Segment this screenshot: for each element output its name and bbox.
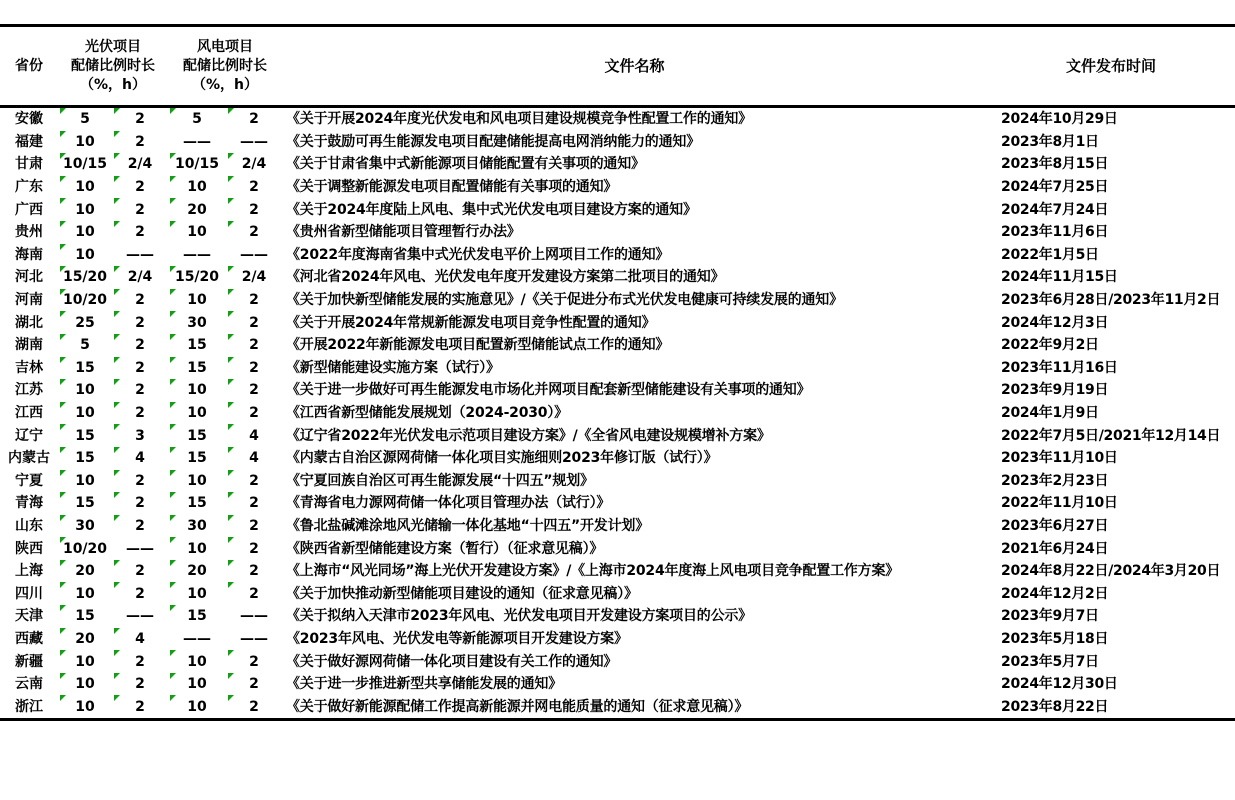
cell-wind-ratio: 15 bbox=[168, 424, 226, 447]
cell-date: 2021年6月24日 bbox=[1001, 540, 1109, 557]
cell-wind-hours: —— bbox=[240, 608, 268, 625]
cell-pv-ratio: 5 bbox=[58, 107, 112, 131]
cell-date: 2023年9月19日 bbox=[1001, 382, 1109, 399]
cell-wind-hours: 2 bbox=[226, 492, 282, 515]
cell-date: 2024年1月9日 bbox=[1001, 405, 1099, 422]
cell-document: 《内蒙古自治区源网荷储一体化项目实施细则2023年修订版（试行）》 bbox=[286, 450, 718, 467]
cell-wind-hours: 2 bbox=[226, 107, 282, 131]
cell-wind-ratio: 15 bbox=[168, 357, 226, 380]
cell-date: 2023年5月18日 bbox=[1001, 630, 1109, 647]
cell-wind-hours: —— bbox=[240, 246, 268, 263]
cell-wind-ratio: 10 bbox=[168, 537, 226, 560]
cell-province: 安徽 bbox=[15, 111, 43, 128]
cell-province: 浙江 bbox=[0, 695, 58, 719]
cell-wind-hours: —— bbox=[240, 630, 268, 647]
cell-wind-hours: 2 bbox=[226, 221, 282, 244]
table-row bbox=[0, 515, 1235, 538]
cell-wind-ratio: 10 bbox=[168, 582, 226, 605]
cell-wind-ratio: 30 bbox=[168, 311, 226, 334]
cell-pv-ratio: 15 bbox=[58, 492, 112, 515]
cell-document: 《关于2024年度陆上风电、集中式光伏发电项目建设方案的通知》 bbox=[286, 201, 697, 218]
table-row bbox=[0, 379, 1235, 402]
cell-pv-hours: 2 bbox=[112, 221, 168, 244]
cell-wind-ratio: 10 bbox=[168, 650, 226, 673]
cell-province: 广西 bbox=[15, 201, 43, 218]
cell-pv-hours: 4 bbox=[112, 447, 168, 470]
cell-province: 江西 bbox=[15, 405, 43, 422]
cell-document: 《开展2022年新能源发电项目配置新型储能试点工作的通知》 bbox=[286, 337, 670, 354]
cell-pv-ratio: 10 bbox=[58, 244, 112, 267]
cell-wind-hours: —— bbox=[240, 133, 268, 150]
table-row bbox=[0, 470, 1235, 493]
cell-date: 2023年6月27日 bbox=[1001, 517, 1109, 534]
cell-pv-ratio: 10 bbox=[58, 379, 112, 402]
cell-wind-ratio: 10 bbox=[168, 402, 226, 425]
cell-pv-ratio: 10 bbox=[58, 695, 112, 719]
cell-pv-ratio: 10 bbox=[58, 470, 112, 493]
cell-date: 2023年5月7日 bbox=[1001, 653, 1099, 670]
cell-province: 新疆 bbox=[15, 653, 43, 670]
header-pv-group bbox=[58, 26, 168, 107]
header-document: 文件名称 bbox=[282, 26, 987, 107]
cell-province: 湖南 bbox=[15, 337, 43, 354]
cell-pv-hours: 2 bbox=[112, 560, 168, 583]
cell-pv-hours: —— bbox=[126, 608, 154, 625]
cell-wind-ratio: 10 bbox=[168, 221, 226, 244]
cell-province: 四川 bbox=[15, 585, 43, 602]
table-row bbox=[0, 131, 1235, 154]
cell-pv-ratio: 10 bbox=[58, 673, 112, 696]
table-row bbox=[0, 153, 1235, 176]
cell-date: 2024年7月24日 bbox=[1001, 201, 1109, 218]
cell-date: 2023年9月7日 bbox=[1001, 608, 1099, 625]
table-header bbox=[0, 26, 1235, 107]
cell-pv-hours: 2 bbox=[112, 107, 168, 131]
cell-pv-ratio: 20 bbox=[58, 628, 112, 651]
cell-document: 《新型储能建设实施方案（试行）》 bbox=[286, 359, 500, 376]
cell-province: 福建 bbox=[15, 133, 43, 150]
cell-pv-ratio: 10 bbox=[58, 176, 112, 199]
cell-date: 2024年12月3日 bbox=[1001, 314, 1109, 331]
cell-wind-ratio: 15 bbox=[168, 605, 226, 628]
cell-date: 2023年8月15日 bbox=[1001, 156, 1109, 173]
table-row bbox=[0, 447, 1235, 470]
table-row bbox=[0, 357, 1235, 380]
cell-document: 《关于进一步做好可再生能源发电市场化并网项目配套新型储能建设有关事项的通知》 bbox=[286, 382, 811, 399]
cell-pv-hours: 2 bbox=[112, 673, 168, 696]
header-date: 文件发布时间 bbox=[987, 26, 1235, 107]
cell-wind-ratio: 5 bbox=[168, 107, 226, 131]
cell-province: 宁夏 bbox=[15, 472, 43, 489]
cell-pv-ratio: 10/15 bbox=[58, 153, 112, 176]
cell-province: 广东 bbox=[15, 179, 43, 196]
cell-date: 2022年9月2日 bbox=[1001, 337, 1099, 354]
cell-pv-ratio: 10 bbox=[58, 131, 112, 154]
cell-wind-hours: 2 bbox=[226, 311, 282, 334]
cell-document: 《关于鼓励可再生能源发电项目配建储能提高电网消纳能力的通知》 bbox=[286, 133, 700, 150]
cell-pv-ratio: 30 bbox=[58, 515, 112, 538]
cell-wind-hours: 2/4 bbox=[226, 153, 282, 176]
cell-document: 《关于加快新型储能发展的实施意见》/《关于促进分布式光伏发电健康可持续发展的通知》 bbox=[286, 292, 843, 309]
policy-table-sheet bbox=[0, 24, 1235, 721]
table-row bbox=[0, 198, 1235, 221]
table-row bbox=[0, 492, 1235, 515]
cell-date: 2023年6月28日/2023年11月2日 bbox=[1001, 292, 1221, 309]
cell-date: 2023年11月6日 bbox=[1001, 224, 1109, 241]
cell-document: 《关于做好新能源配储工作提高新能源并网电能质量的通知（征求意见稿）》 bbox=[282, 695, 987, 719]
cell-date: 2023年8月1日 bbox=[1001, 133, 1099, 150]
cell-wind-ratio: 15 bbox=[168, 492, 226, 515]
table-row bbox=[0, 628, 1235, 651]
cell-wind-hours: 2 bbox=[226, 537, 282, 560]
header-wind-line-3: （%，h） bbox=[192, 76, 258, 93]
cell-wind-hours: 2 bbox=[226, 357, 282, 380]
cell-date: 2024年7月25日 bbox=[1001, 179, 1109, 196]
cell-date: 2024年8月22日/2024年3月20日 bbox=[1001, 563, 1221, 580]
cell-wind-ratio: 10 bbox=[168, 379, 226, 402]
cell-province: 天津 bbox=[15, 608, 43, 625]
cell-date: 2022年1月5日 bbox=[1001, 246, 1099, 263]
cell-date: 2024年12月30日 bbox=[1001, 676, 1118, 693]
cell-wind-ratio: 15 bbox=[168, 334, 226, 357]
table-row bbox=[0, 424, 1235, 447]
cell-wind-hours: 2 bbox=[226, 176, 282, 199]
cell-pv-hours: 2 bbox=[112, 515, 168, 538]
cell-document: 《关于开展2024年常规新能源发电项目竞争性配置的通知》 bbox=[286, 314, 656, 331]
cell-pv-ratio: 10/20 bbox=[58, 289, 112, 312]
header-pv-line-1: 光伏项目 bbox=[85, 38, 141, 55]
cell-wind-hours: 2 bbox=[226, 582, 282, 605]
table-row bbox=[0, 176, 1235, 199]
cell-wind-ratio: —— bbox=[183, 246, 211, 263]
cell-pv-hours: 2 bbox=[112, 695, 168, 719]
cell-pv-ratio: 5 bbox=[58, 334, 112, 357]
cell-province: 上海 bbox=[15, 563, 43, 580]
cell-province: 陕西 bbox=[15, 540, 43, 557]
cell-wind-hours: 2 bbox=[226, 198, 282, 221]
cell-wind-ratio: 10 bbox=[168, 695, 226, 719]
cell-wind-hours: 2 bbox=[226, 650, 282, 673]
cell-pv-hours: 2 bbox=[112, 176, 168, 199]
cell-document: 《贵州省新型储能项目管理暂行办法》 bbox=[286, 224, 521, 241]
cell-wind-ratio: 10 bbox=[168, 289, 226, 312]
header-wind-line-2: 配储比例时长 bbox=[183, 57, 267, 74]
cell-pv-hours: 2 bbox=[112, 470, 168, 493]
cell-wind-hours: 2 bbox=[226, 470, 282, 493]
cell-document: 《关于调整新能源发电项目配置储能有关事项的通知》 bbox=[286, 179, 618, 196]
cell-wind-ratio: 20 bbox=[168, 198, 226, 221]
cell-pv-hours: 4 bbox=[112, 628, 168, 651]
cell-document: 《上海市“风光同场”海上光伏开发建设方案》/《上海市2024年度海上风电项目竞争配置工作方案》 bbox=[286, 563, 900, 580]
cell-wind-ratio: —— bbox=[183, 630, 211, 647]
cell-pv-hours: 3 bbox=[112, 424, 168, 447]
cell-pv-ratio: 10/20 bbox=[58, 537, 112, 560]
cell-province: 云南 bbox=[15, 676, 43, 693]
cell-wind-ratio: 30 bbox=[168, 515, 226, 538]
cell-pv-ratio: 10 bbox=[58, 650, 112, 673]
cell-wind-ratio: 15/20 bbox=[168, 266, 226, 289]
cell-document: 《陕西省新型储能建设方案（暂行）（征求意见稿）》 bbox=[286, 540, 604, 557]
storage-policy-table bbox=[0, 24, 1235, 721]
table-row bbox=[0, 650, 1235, 673]
cell-document: 《鲁北盐碱滩涂地风光储输一体化基地“十四五”开发计划》 bbox=[286, 517, 650, 534]
cell-pv-hours: 2 bbox=[112, 492, 168, 515]
cell-date: 2023年8月22日 bbox=[987, 695, 1235, 719]
cell-pv-ratio: 25 bbox=[58, 311, 112, 334]
cell-date: 2022年11月10日 bbox=[1001, 495, 1118, 512]
cell-province: 辽宁 bbox=[15, 427, 43, 444]
cell-document: 《辽宁省2022年光伏发电示范项目建设方案》/《全省风电建设规模增补方案》 bbox=[286, 427, 771, 444]
cell-pv-hours: —— bbox=[126, 246, 154, 263]
cell-date: 2023年11月10日 bbox=[1001, 450, 1118, 467]
cell-wind-ratio: 10/15 bbox=[168, 153, 226, 176]
cell-pv-ratio: 20 bbox=[58, 560, 112, 583]
cell-document: 《2022年度海南省集中式光伏发电平价上网项目工作的通知》 bbox=[286, 246, 670, 263]
cell-pv-hours: 2 bbox=[112, 379, 168, 402]
cell-pv-hours: 2 bbox=[112, 131, 168, 154]
cell-wind-hours: 2 bbox=[226, 515, 282, 538]
cell-wind-hours: 4 bbox=[226, 424, 282, 447]
cell-province: 青海 bbox=[15, 495, 43, 512]
cell-wind-ratio: 10 bbox=[168, 673, 226, 696]
cell-pv-hours: 2 bbox=[112, 402, 168, 425]
header-wind-group bbox=[168, 26, 282, 107]
header-province: 省份 bbox=[0, 26, 58, 107]
cell-wind-hours: 2/4 bbox=[226, 266, 282, 289]
cell-pv-hours: 2 bbox=[112, 198, 168, 221]
table-row bbox=[0, 221, 1235, 244]
cell-document: 《关于甘肃省集中式新能源项目储能配置有关事项的通知》 bbox=[286, 156, 645, 173]
cell-wind-hours: 2 bbox=[226, 289, 282, 312]
table-row bbox=[0, 673, 1235, 696]
cell-province: 湖北 bbox=[15, 314, 43, 331]
cell-province: 贵州 bbox=[15, 224, 43, 241]
table-row bbox=[0, 107, 1235, 131]
cell-document: 《江西省新型储能发展规划（2024-2030）》 bbox=[286, 405, 568, 422]
cell-pv-hours: 2 bbox=[112, 334, 168, 357]
cell-pv-ratio: 10 bbox=[58, 221, 112, 244]
cell-province: 吉林 bbox=[15, 359, 43, 376]
cell-pv-ratio: 15 bbox=[58, 447, 112, 470]
cell-date: 2024年10月29日 bbox=[1001, 111, 1118, 128]
cell-document: 《河北省2024年风电、光伏发电年度开发建设方案第二批项目的通知》 bbox=[286, 269, 725, 286]
cell-pv-hours: 2 bbox=[112, 357, 168, 380]
cell-pv-hours: 2/4 bbox=[112, 266, 168, 289]
table-row bbox=[0, 334, 1235, 357]
table-row bbox=[0, 582, 1235, 605]
header-wind-line-1: 风电项目 bbox=[197, 38, 253, 55]
cell-pv-hours: 2 bbox=[112, 582, 168, 605]
cell-province: 海南 bbox=[15, 246, 43, 263]
cell-document: 《青海省电力源网荷储一体化项目管理办法（试行）》 bbox=[286, 495, 611, 512]
cell-document: 《关于做好源网荷储一体化项目建设有关工作的通知》 bbox=[286, 653, 618, 670]
cell-date: 2024年12月2日 bbox=[1001, 585, 1109, 602]
cell-pv-hours: 2/4 bbox=[112, 153, 168, 176]
cell-pv-ratio: 15 bbox=[58, 357, 112, 380]
cell-pv-ratio: 15/20 bbox=[58, 266, 112, 289]
table-body bbox=[0, 107, 1235, 720]
header-pv-line-3: （%，h） bbox=[80, 76, 146, 93]
cell-document: 《关于加快推动新型储能项目建设的通知（征求意见稿）》 bbox=[286, 585, 638, 602]
cell-wind-ratio: 10 bbox=[168, 176, 226, 199]
cell-pv-hours: 2 bbox=[112, 650, 168, 673]
table-row bbox=[0, 537, 1235, 560]
cell-date: 2023年2月23日 bbox=[1001, 472, 1109, 489]
cell-wind-hours: 2 bbox=[226, 695, 282, 719]
table-row bbox=[0, 560, 1235, 583]
cell-pv-ratio: 15 bbox=[58, 605, 112, 628]
cell-date: 2022年7月5日/2021年12月14日 bbox=[1001, 427, 1221, 444]
cell-wind-hours: 2 bbox=[226, 560, 282, 583]
table-row bbox=[0, 695, 1235, 719]
cell-province: 河南 bbox=[15, 292, 43, 309]
header-pv-line-2: 配储比例时长 bbox=[71, 57, 155, 74]
cell-province: 西藏 bbox=[15, 630, 43, 647]
table-row bbox=[0, 289, 1235, 312]
table-row bbox=[0, 266, 1235, 289]
cell-province: 河北 bbox=[15, 269, 43, 286]
cell-wind-hours: 2 bbox=[226, 334, 282, 357]
cell-document: 《宁夏回族自治区可再生能源发展“十四五”规划》 bbox=[286, 472, 594, 489]
table-row bbox=[0, 244, 1235, 267]
cell-province: 山东 bbox=[15, 517, 43, 534]
cell-wind-ratio: —— bbox=[183, 133, 211, 150]
cell-pv-ratio: 10 bbox=[58, 198, 112, 221]
cell-pv-hours: 2 bbox=[112, 311, 168, 334]
cell-document: 《关于拟纳入天津市2023年风电、光伏发电项目开发建设方案项目的公示》 bbox=[286, 608, 752, 625]
cell-pv-ratio: 15 bbox=[58, 424, 112, 447]
cell-wind-hours: 2 bbox=[226, 379, 282, 402]
cell-pv-hours: —— bbox=[126, 540, 154, 557]
cell-pv-hours: 2 bbox=[112, 289, 168, 312]
table-row bbox=[0, 402, 1235, 425]
cell-pv-ratio: 10 bbox=[58, 402, 112, 425]
cell-date: 2023年11月16日 bbox=[1001, 359, 1118, 376]
cell-wind-hours: 2 bbox=[226, 402, 282, 425]
cell-pv-ratio: 10 bbox=[58, 582, 112, 605]
cell-date: 2024年11月15日 bbox=[1001, 269, 1118, 286]
table-row bbox=[0, 605, 1235, 628]
cell-document: 《关于开展2024年度光伏发电和风电项目建设规模竞争性配置工作的通知》 bbox=[286, 111, 752, 128]
cell-wind-hours: 4 bbox=[226, 447, 282, 470]
cell-document: 《2023年风电、光伏发电等新能源项目开发建设方案》 bbox=[286, 630, 628, 647]
cell-wind-hours: 2 bbox=[226, 673, 282, 696]
cell-wind-ratio: 15 bbox=[168, 447, 226, 470]
cell-document: 《关于进一步推进新型共享储能发展的通知》 bbox=[286, 676, 562, 693]
table-row bbox=[0, 311, 1235, 334]
cell-wind-ratio: 10 bbox=[168, 470, 226, 493]
cell-wind-ratio: 20 bbox=[168, 560, 226, 583]
cell-province: 甘肃 bbox=[15, 156, 43, 173]
cell-province: 江苏 bbox=[15, 382, 43, 399]
cell-province: 内蒙古 bbox=[8, 450, 50, 467]
